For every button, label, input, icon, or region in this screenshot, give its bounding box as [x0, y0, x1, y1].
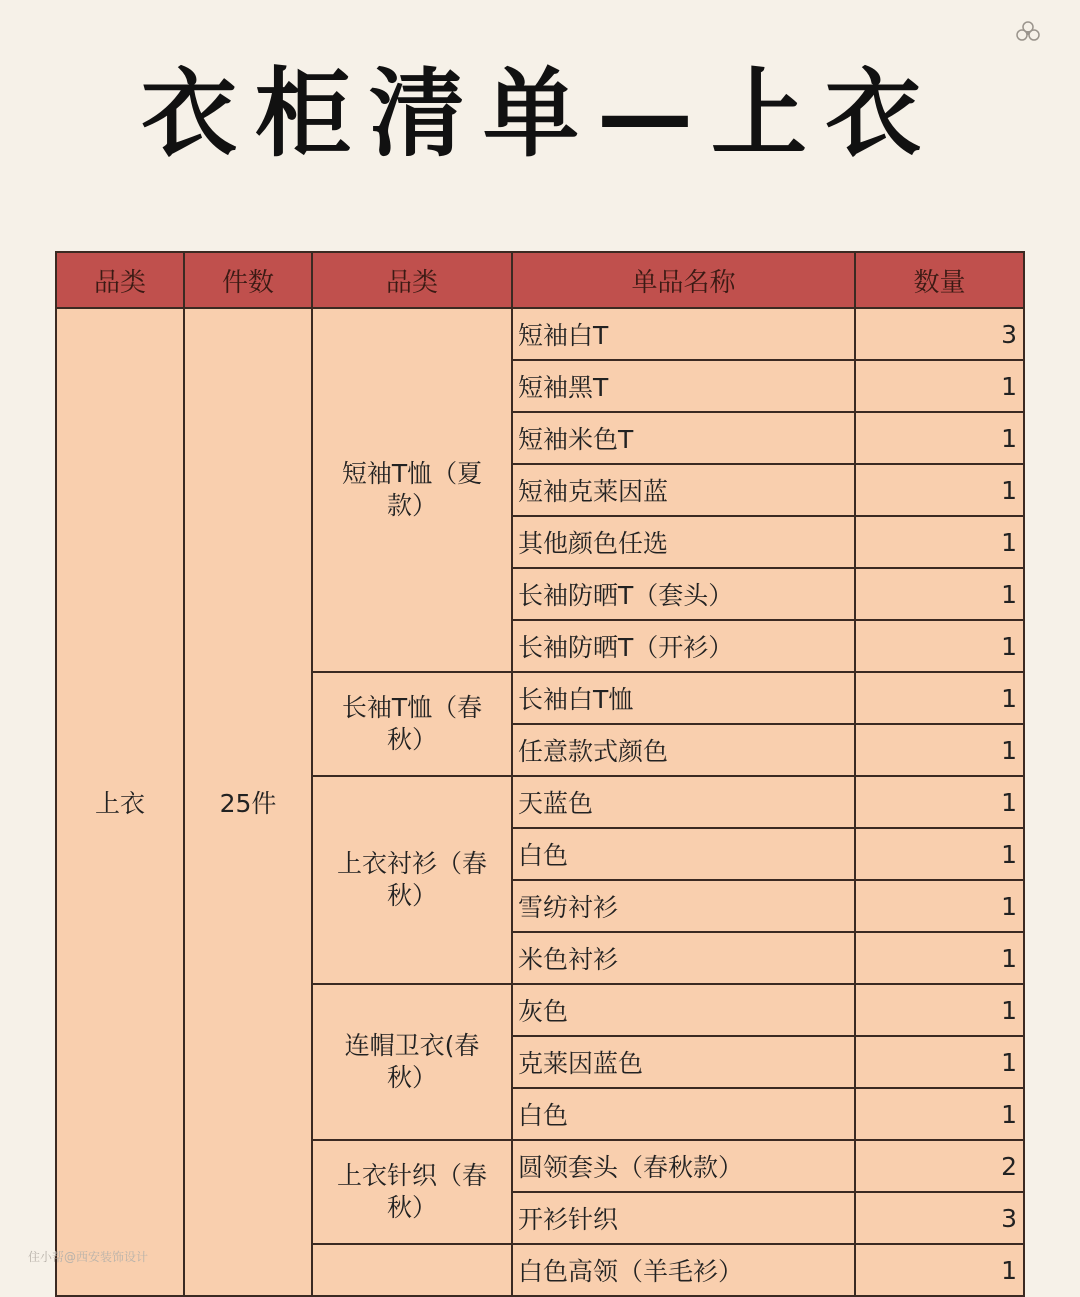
item-name-cell: 雪纺衬衫: [512, 880, 855, 932]
page-title: 衣柜清单—上衣: [141, 57, 939, 170]
quantity-cell: 1: [855, 1244, 1024, 1296]
quantity-cell: 1: [855, 828, 1024, 880]
subcategory-cell: 长袖T恤（春秋）: [312, 672, 512, 776]
item-name-cell: 短袖克莱因蓝: [512, 464, 855, 516]
item-name-cell: 短袖白T: [512, 308, 855, 360]
item-name-cell: 白色高领（羊毛衫）: [512, 1244, 855, 1296]
item-name-cell: 长袖防晒T（套头）: [512, 568, 855, 620]
quantity-cell: 1: [855, 516, 1024, 568]
subcategory-cell: 上衣针织（春秋）: [312, 1140, 512, 1244]
quantity-cell: 1: [855, 568, 1024, 620]
quantity-cell: 1: [855, 880, 1024, 932]
quantity-cell: 1: [855, 1036, 1024, 1088]
item-name-cell: 任意款式颜色: [512, 724, 855, 776]
quantity-cell: 1: [855, 672, 1024, 724]
item-name-cell: 短袖黑T: [512, 360, 855, 412]
item-name-cell: 短袖米色T: [512, 412, 855, 464]
item-name-cell: 灰色: [512, 984, 855, 1036]
item-name-cell: 天蓝色: [512, 776, 855, 828]
subcategory-cell: 连帽卫衣(春秋）: [312, 984, 512, 1140]
count-cell: 25件: [184, 308, 312, 1296]
quantity-cell: 1: [855, 412, 1024, 464]
quantity-cell: 3: [855, 1192, 1024, 1244]
quantity-cell: 1: [855, 1088, 1024, 1140]
header-category: 品类: [56, 252, 184, 308]
table-row: [56, 308, 1024, 360]
item-name-cell: 长袖防晒T（开衫）: [512, 620, 855, 672]
subcategory-cell: 短袖T恤（夏款）: [312, 308, 512, 672]
flower-icon: [1015, 20, 1041, 46]
header-quantity: 数量: [855, 252, 1024, 308]
item-name-cell: 白色: [512, 1088, 855, 1140]
category-cell: 上衣: [56, 308, 184, 1296]
item-name-cell: 白色: [512, 828, 855, 880]
wardrobe-table: [55, 251, 1025, 1297]
item-name-cell: 开衫针织: [512, 1192, 855, 1244]
item-name-cell: 长袖白T恤: [512, 672, 855, 724]
quantity-cell: 1: [855, 984, 1024, 1036]
quantity-cell: 3: [855, 308, 1024, 360]
quantity-cell: 1: [855, 464, 1024, 516]
header-subcategory: 品类: [312, 252, 512, 308]
header-count: 件数: [184, 252, 312, 308]
subcategory-cell: [312, 1244, 512, 1296]
header-item-name: 单品名称: [512, 252, 855, 308]
quantity-cell: 1: [855, 932, 1024, 984]
quantity-cell: 1: [855, 620, 1024, 672]
item-name-cell: 克莱因蓝色: [512, 1036, 855, 1088]
table-header-row: [56, 252, 1024, 308]
quantity-cell: 2: [855, 1140, 1024, 1192]
quantity-cell: 1: [855, 724, 1024, 776]
subcategory-cell: 上衣衬衫（春秋）: [312, 776, 512, 984]
quantity-cell: 1: [855, 360, 1024, 412]
item-name-cell: 米色衬衫: [512, 932, 855, 984]
watermark: 住小帮@西安装饰设计: [28, 1250, 149, 1264]
item-name-cell: 其他颜色任选: [512, 516, 855, 568]
item-name-cell: 圆领套头（春秋款）: [512, 1140, 855, 1192]
quantity-cell: 1: [855, 776, 1024, 828]
